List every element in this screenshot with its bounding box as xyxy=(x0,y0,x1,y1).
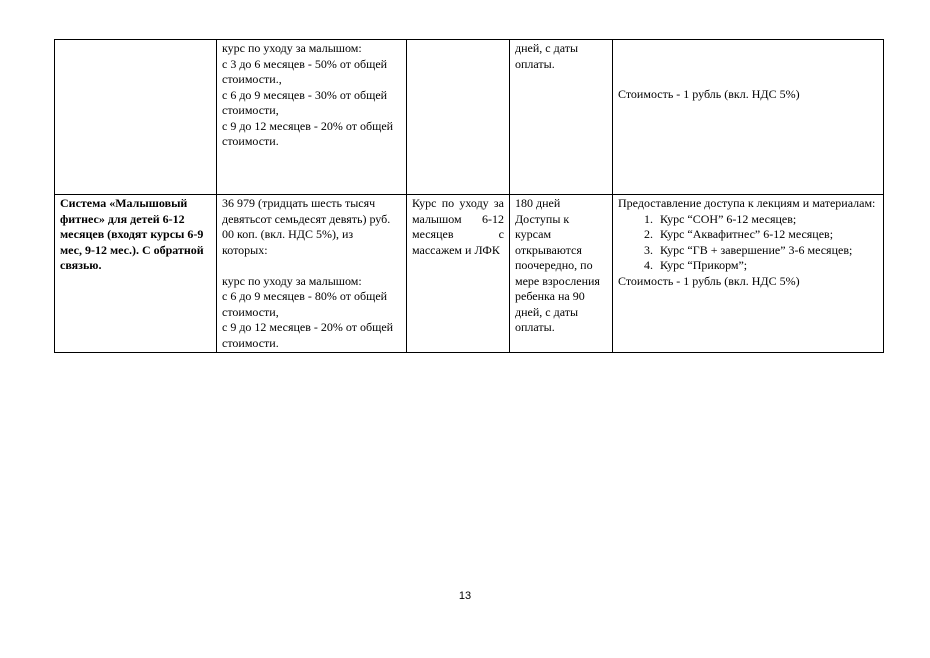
content-cell: Курс по уходу за малышом 6-12 месяцев с массажем и ЛФК xyxy=(407,195,510,353)
list-item: 1. Курс “СОН” 6-12 месяцев; xyxy=(656,212,878,228)
list-item: 2. Курс “Аквафитнес” 6-12 месяцев; xyxy=(656,227,878,243)
list-item: 3. Курс “ГВ + завершение” 3-6 месяцев; xyxy=(656,243,878,259)
table-row xyxy=(55,195,884,353)
bonus-cell xyxy=(613,40,884,195)
price-line: с 6 до 9 месяцев - 80% от общей стоимости, xyxy=(222,289,388,319)
tariff-table xyxy=(54,39,884,353)
product-name-cell xyxy=(55,40,217,195)
price-line: с 3 до 6 месяцев - 50% от общей стоимости., xyxy=(222,56,388,86)
content-cell xyxy=(407,40,510,195)
bonus-cost: Стоимость - 1 рубль (вкл. НДС 5%) xyxy=(618,273,800,288)
bonus-cost: Стоимость - 1 рубль (вкл. НДС 5%) xyxy=(618,87,800,101)
product-name-cell: Система «Малышовый фитнес» для детей 6-12 месяцев (входят курсы 6-9 мес, 9-12 мес.). С обратной связью. xyxy=(55,195,217,353)
price-cell xyxy=(217,195,407,353)
access-period-cell: дней, с даты оплаты. xyxy=(510,40,613,195)
price-line: с 9 до 12 месяцев - 20% от общей стоимости. xyxy=(222,118,394,148)
price-line: с 9 до 12 месяцев - 20% от общей стоимости. xyxy=(222,320,394,350)
price-line: курс по уходу за малышом: xyxy=(222,41,362,55)
list-item: 4. Курс “Прикорм”; xyxy=(656,258,878,274)
page-number: 13 xyxy=(458,590,472,602)
price-line: курс по уходу за малышом: xyxy=(222,273,362,288)
price-line: с 6 до 9 месяцев - 30% от общей стоимости, xyxy=(222,87,388,117)
price-total: 36 979 (тридцать шесть тысяч девятьсот семьдесят девять) руб. 00 коп. (вкл. НДС 5%), из которых: xyxy=(222,196,391,257)
bonus-intro: Предоставление доступа к лекциям и материалам: xyxy=(618,196,876,210)
table-row xyxy=(55,40,884,195)
bonus-cell xyxy=(613,195,884,353)
price-cell xyxy=(217,40,407,195)
access-period-cell: 180 дней Доступы к курсам открываются поочередно, по мере взросления ребенка на 90 дней, с даты оплаты. xyxy=(510,195,613,353)
bonus-course-list xyxy=(618,212,878,274)
